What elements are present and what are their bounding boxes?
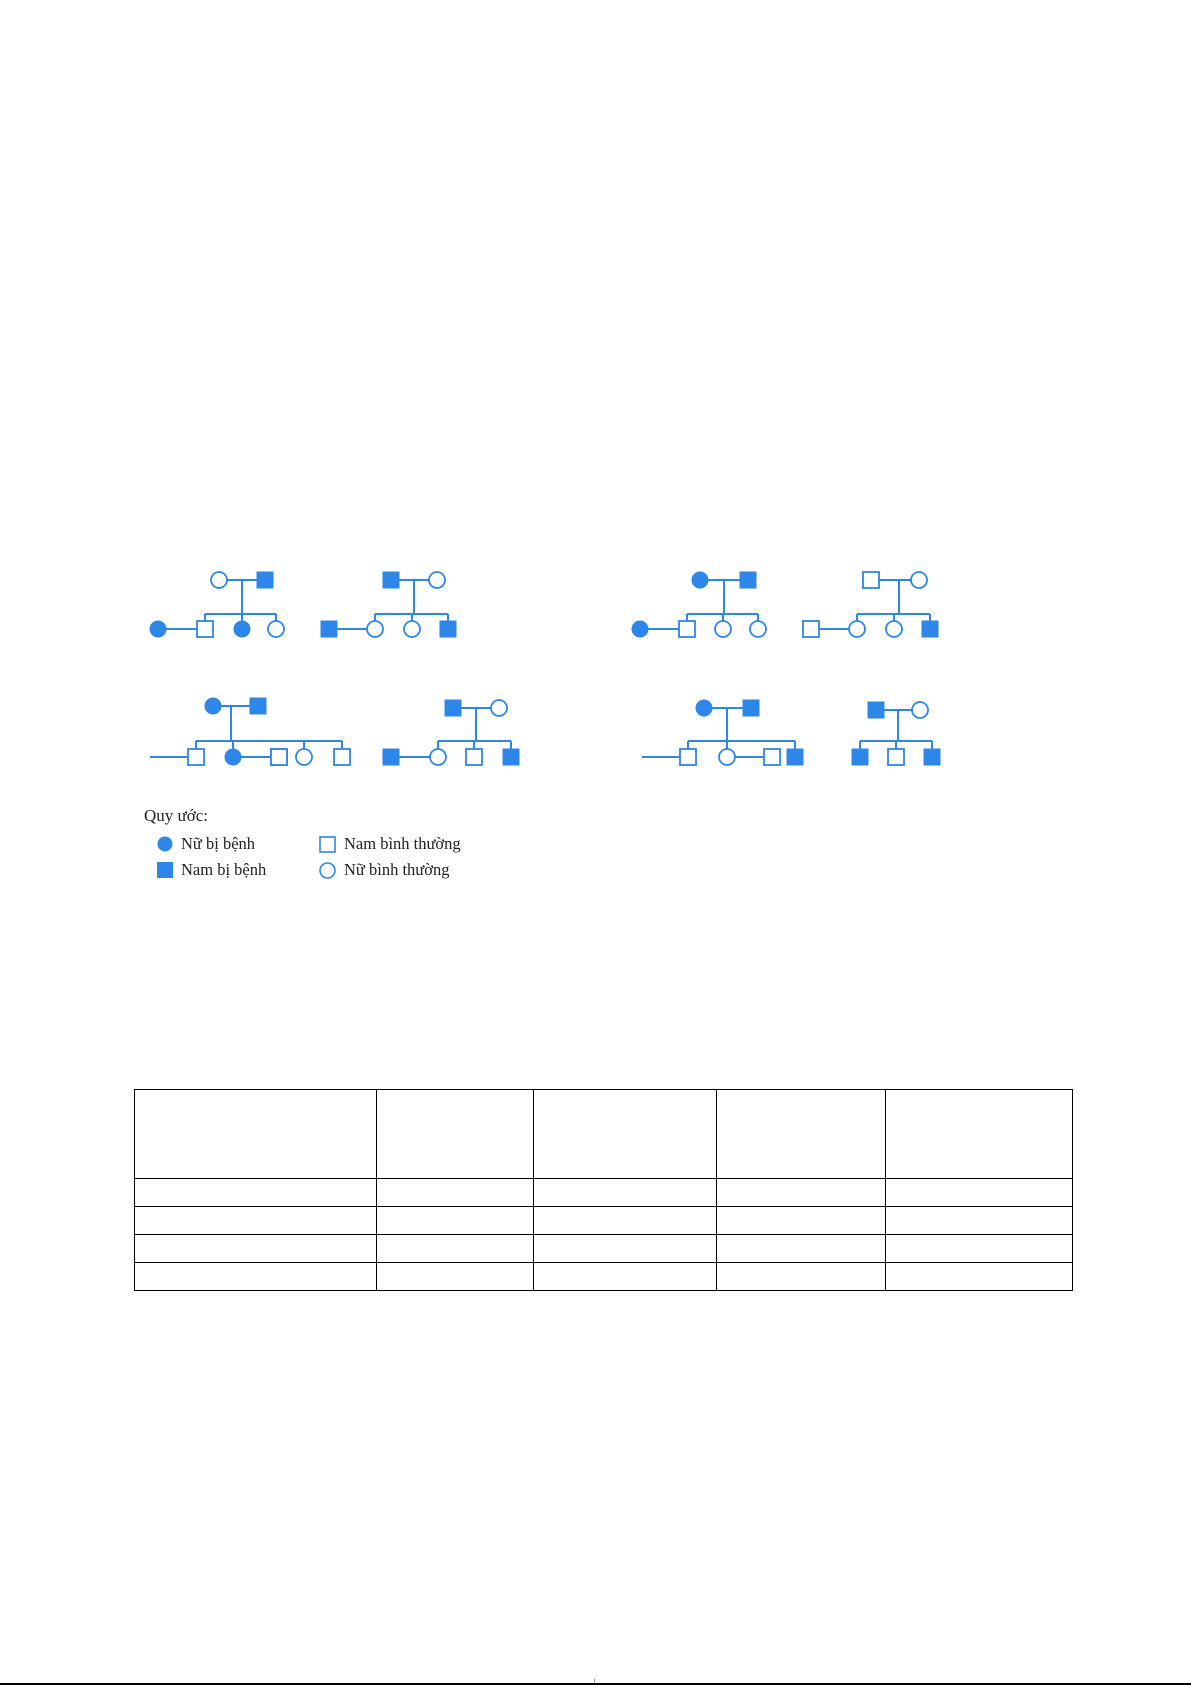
table-cell — [534, 1263, 717, 1291]
normal-male-symbol — [334, 749, 350, 765]
normal-male-symbol — [679, 621, 695, 637]
table-cell — [534, 1207, 717, 1235]
normal-female-symbol — [911, 572, 927, 588]
table-row — [135, 1235, 1073, 1263]
pedigree-symbols — [150, 572, 940, 765]
normal-female-symbol — [429, 572, 445, 588]
affected-male-symbol — [503, 749, 519, 765]
legend — [144, 806, 504, 896]
affected-female-symbol — [150, 621, 166, 637]
affected-male-symbol — [787, 749, 803, 765]
table-cell — [135, 1090, 377, 1179]
table-cell — [377, 1263, 534, 1291]
answer-table — [134, 1089, 1073, 1291]
normal-female-symbol — [849, 621, 865, 637]
normal-male-symbol — [803, 621, 819, 637]
legend-normal-female-label: Nữ bình thường — [344, 860, 450, 879]
affected-female-symbol — [225, 749, 241, 765]
table-cell — [534, 1090, 717, 1179]
affected-male-icon — [157, 862, 173, 878]
affected-male-symbol — [743, 700, 759, 716]
legend-title: Quy ước: — [144, 806, 208, 825]
normal-female-symbol — [430, 749, 446, 765]
affected-female-symbol — [632, 621, 648, 637]
affected-female-symbol — [234, 621, 250, 637]
table-cell — [377, 1090, 534, 1179]
normal-male-symbol — [888, 749, 904, 765]
table-cell — [135, 1263, 377, 1291]
affected-male-symbol — [321, 621, 337, 637]
affected-female-symbol — [692, 572, 708, 588]
normal-female-symbol — [886, 621, 902, 637]
normal-male-symbol — [863, 572, 879, 588]
normal-female-symbol — [211, 572, 227, 588]
legend-affected-male — [157, 860, 266, 880]
legend-affected-male-label: Nam bị bệnh — [181, 860, 267, 879]
normal-female-symbol — [719, 749, 735, 765]
table-cell — [717, 1235, 886, 1263]
normal-female-symbol — [367, 621, 383, 637]
table-cell — [886, 1179, 1073, 1207]
table-cell — [886, 1090, 1073, 1179]
affected-male-symbol — [852, 749, 868, 765]
affected-female-icon — [157, 836, 173, 852]
table-cell — [135, 1207, 377, 1235]
table-header-row — [135, 1090, 1073, 1179]
normal-female-symbol — [750, 621, 766, 637]
affected-male-symbol — [868, 702, 884, 718]
table-row — [135, 1207, 1073, 1235]
table-cell — [886, 1235, 1073, 1263]
normal-female-symbol — [912, 702, 928, 718]
table-cell — [717, 1263, 886, 1291]
table-cell — [886, 1207, 1073, 1235]
table-cell — [717, 1207, 886, 1235]
normal-female-icon — [319, 862, 336, 879]
pedigree-lines — [150, 580, 932, 757]
table-cell — [377, 1235, 534, 1263]
affected-female-symbol — [696, 700, 712, 716]
normal-male-symbol — [466, 749, 482, 765]
legend-affected-female-label: Nữ bị bệnh — [181, 834, 256, 853]
table-cell — [135, 1179, 377, 1207]
affected-male-symbol — [383, 749, 399, 765]
normal-female-symbol — [491, 700, 507, 716]
pedigree-diagrams — [0, 0, 1191, 800]
legend-normal-male — [319, 834, 461, 854]
affected-male-symbol — [250, 698, 266, 714]
normal-female-symbol — [404, 621, 420, 637]
table-cell — [377, 1179, 534, 1207]
table-cell — [377, 1207, 534, 1235]
normal-female-symbol — [268, 621, 284, 637]
affected-male-symbol — [383, 572, 399, 588]
normal-male-symbol — [197, 621, 213, 637]
normal-male-symbol — [680, 749, 696, 765]
page-center-mark — [594, 1679, 595, 1683]
normal-male-symbol — [764, 749, 780, 765]
legend-normal-male-label: Nam bình thường — [344, 834, 461, 853]
legend-affected-female — [157, 834, 255, 854]
table-row — [135, 1179, 1073, 1207]
table-cell — [534, 1235, 717, 1263]
table-cell — [717, 1090, 886, 1179]
table-cell — [534, 1179, 717, 1207]
normal-male-symbol — [188, 749, 204, 765]
table-cell — [717, 1179, 886, 1207]
legend-normal-female — [319, 860, 449, 880]
normal-male-icon — [319, 836, 336, 853]
table-cell — [135, 1235, 377, 1263]
normal-female-symbol — [296, 749, 312, 765]
normal-male-symbol — [271, 749, 287, 765]
normal-female-symbol — [715, 621, 731, 637]
affected-male-symbol — [924, 749, 940, 765]
affected-male-symbol — [740, 572, 756, 588]
affected-female-symbol — [205, 698, 221, 714]
affected-male-symbol — [440, 621, 456, 637]
affected-male-symbol — [257, 572, 273, 588]
table-row — [135, 1263, 1073, 1291]
table-cell — [886, 1263, 1073, 1291]
affected-male-symbol — [922, 621, 938, 637]
affected-male-symbol — [445, 700, 461, 716]
